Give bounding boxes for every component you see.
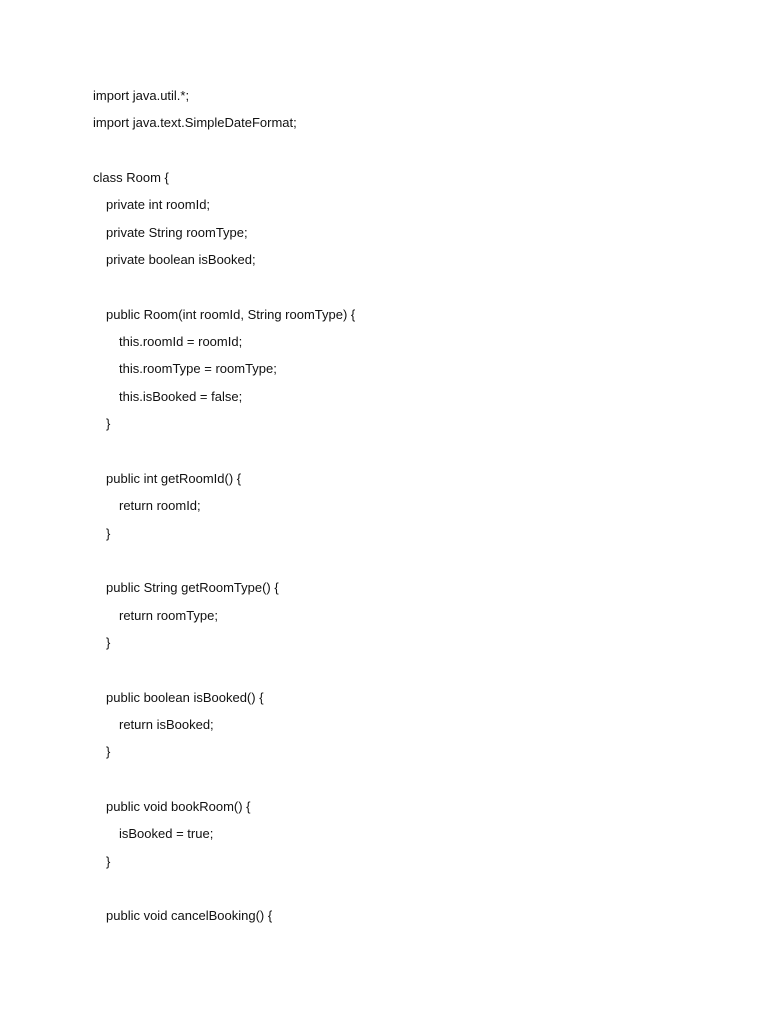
code-line: public int getRoomId() { (106, 470, 242, 486)
code-line: public boolean isBooked() { (106, 689, 264, 705)
code-line: isBooked = true; (119, 826, 214, 842)
code-line: public void bookRoom() { (106, 798, 251, 814)
code-line: private String roomType; (106, 224, 248, 240)
code-line: return roomType; (119, 607, 218, 623)
code-line: this.roomId = roomId; (119, 334, 243, 350)
code-line: } (106, 634, 111, 650)
code-line: } (106, 525, 111, 541)
code-line: return isBooked; (119, 716, 214, 732)
code-line: } (106, 416, 111, 432)
blank-line (93, 273, 355, 300)
code-block (93, 82, 355, 930)
code-line: import java.util.*; (93, 88, 190, 103)
code-line: public String getRoomType() { (106, 580, 279, 596)
code-line: public void cancelBooking() { (106, 908, 273, 924)
code-line: import java.text.SimpleDateFormat; (93, 115, 297, 131)
code-line: } (106, 744, 111, 760)
blank-line (93, 766, 355, 793)
blank-line (93, 437, 355, 464)
code-line: this.roomType = roomType; (119, 361, 277, 377)
code-line: class Room { (93, 170, 169, 186)
blank-line (93, 547, 355, 574)
blank-line (93, 656, 355, 683)
blank-line (93, 137, 355, 164)
code-line: private boolean isBooked; (106, 252, 256, 268)
code-line: private int roomId; (106, 197, 211, 213)
code-line: return roomId; (119, 498, 201, 514)
code-line: } (106, 853, 111, 869)
blank-line (93, 875, 355, 902)
code-line: public Room(int roomId, String roomType) { (106, 306, 356, 322)
code-line: this.isBooked = false; (119, 388, 243, 404)
